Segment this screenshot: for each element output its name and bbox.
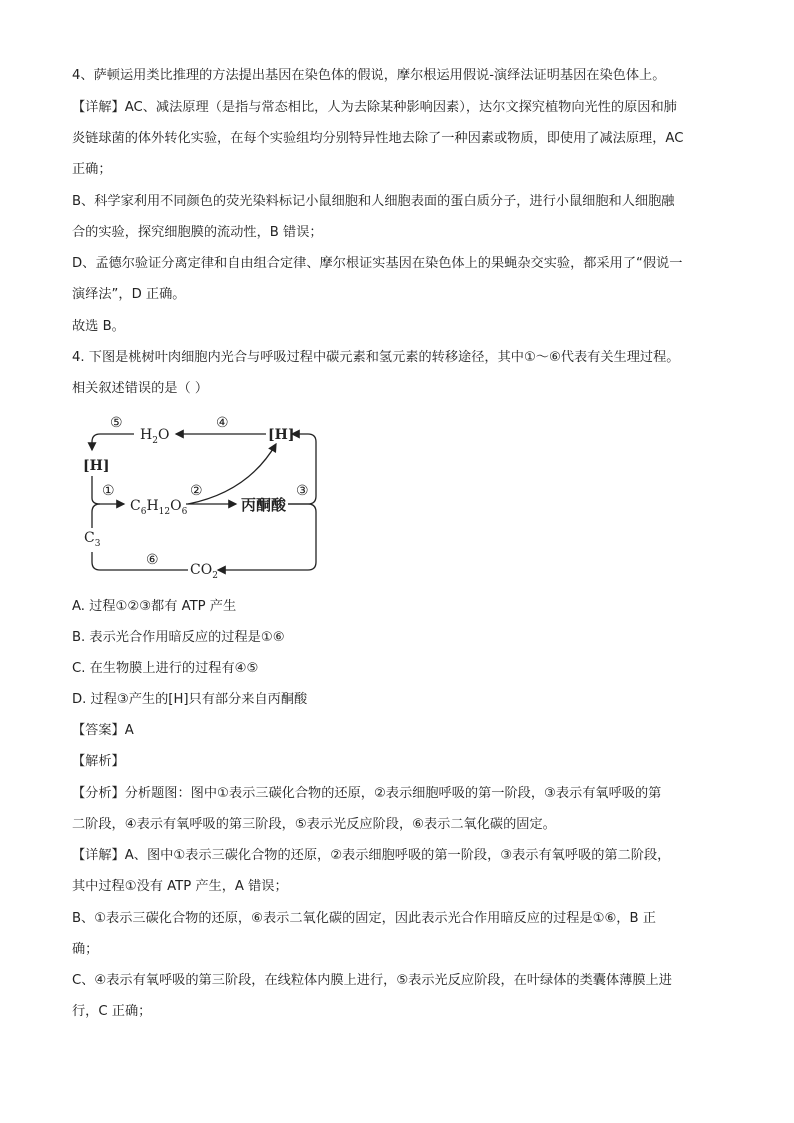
process-4-label: ④ xyxy=(216,415,229,431)
h-left-label: [H] xyxy=(83,458,110,474)
explanation-line: 【详解】A、图中①表示三碳化合物的还原，②表示细胞呼吸的第一阶段，③表示有氧呼吸的第二阶段， xyxy=(72,848,671,863)
text-line: 4、萨顿运用类比推理的方法提出基因在染色体的假说，摩尔根运用假说-演绎法证明基因在染色体上。 xyxy=(72,68,666,83)
text-line: 演绎法”，D 正确。 xyxy=(72,287,186,302)
h2o-label: $H_2O$ xyxy=(140,427,170,446)
h-top-label: [H] xyxy=(268,427,295,443)
glucose-label: $C_6H_{12}O_6$ xyxy=(130,498,188,517)
text-line: 炎链球菌的体外转化实验，在每个实验组均分别特异性地去除了一种因素或物质，即使用了减法原理，AC xyxy=(72,131,684,146)
text-line: 【详解】AC、减法原理（是指与常态相比，人为去除某种影响因素），达尔文探究植物向光性的原因和肺 xyxy=(72,100,677,115)
answer-label: 【答案】A xyxy=(72,723,134,738)
explanation-line: 其中过程①没有 ATP 产生，A 错误； xyxy=(72,879,288,894)
explanation-line: C、④表示有氧呼吸的第三阶段，在线粒体内膜上进行，⑤表示光反应阶段，在叶绿体的类囊体薄膜上进 xyxy=(72,973,672,988)
pyruvate-label: 丙酮酸 xyxy=(241,496,287,514)
option-c: C. 在生物膜上进行的过程有④⑤ xyxy=(72,661,259,676)
text-line: 正确； xyxy=(72,162,112,177)
option-d: D. 过程③产生的[H]只有部分来自丙酮酸 xyxy=(72,692,308,707)
question-text: 4. 下图是桃树叶肉细胞内光合与呼吸过程中碳元素和氢元素的转移途径，其中①～⑥代表有关生理过程。 xyxy=(72,350,680,365)
analysis-line: 二阶段，④表示有氧呼吸的第三阶段，⑤表示光反应阶段，⑥表示二氧化碳的固定。 xyxy=(72,817,556,832)
carbon-hydrogen-pathway-diagram xyxy=(78,412,328,582)
option-b: B. 表示光合作用暗反应的过程是①⑥ xyxy=(72,630,285,645)
explanation-line: B、①表示三碳化合物的还原，⑥表示二氧化碳的固定，因此表示光合作用暗反应的过程是①⑥，B 正 xyxy=(72,911,656,926)
process-3-label: ③ xyxy=(296,483,309,499)
analysis-line: 【分析】分析题图：图中①表示三碳化合物的还原，②表示细胞呼吸的第一阶段，③表示有氧呼吸的第 xyxy=(72,786,662,801)
option-a: A. 过程①②③都有 ATP 产生 xyxy=(72,599,237,614)
text-line: 合的实验，探究细胞膜的流动性，B 错误； xyxy=(72,225,323,240)
explanation-line: 确； xyxy=(72,942,99,957)
co2-label: $CO_2$ xyxy=(190,562,218,581)
process-5-label: ⑤ xyxy=(110,415,123,431)
analysis-heading: 【解析】 xyxy=(72,754,125,769)
text-line: B、科学家利用不同颜色的荧光染料标记小鼠细胞和人细胞表面的蛋白质分子，进行小鼠细胞和人细胞融 xyxy=(72,194,675,209)
question-text: 相关叙述错误的是（ ） xyxy=(72,381,209,396)
process-1-label: ① xyxy=(102,483,115,499)
text-line: 故选 B。 xyxy=(72,319,125,334)
process-6-label: ⑥ xyxy=(146,552,159,568)
explanation-line: 行，C 正确； xyxy=(72,1004,152,1019)
process-2-label: ② xyxy=(190,483,203,499)
text-line: D、孟德尔验证分离定律和自由组合定律、摩尔根证实基因在染色体上的果蝇杂交实验，都采用了“假说一 xyxy=(72,256,683,271)
c3-label: $C_3$ xyxy=(84,530,101,549)
